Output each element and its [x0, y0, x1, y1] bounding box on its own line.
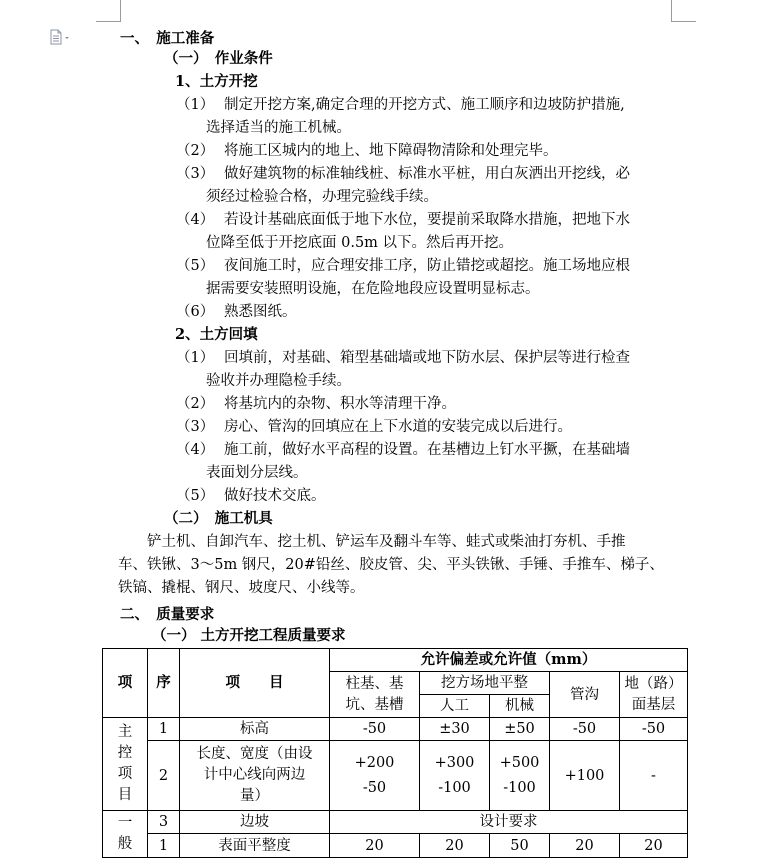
list-item: [176, 163, 630, 185]
crop-mark-right-vertical: [671, 0, 672, 22]
header-manual: 人工: [420, 695, 490, 718]
row-value: 50: [490, 834, 550, 858]
row-seq: 3: [148, 811, 180, 834]
row-value: 20: [620, 834, 688, 858]
list-item-text: 熟悉图纸。: [224, 304, 297, 320]
crop-mark-right-horizontal: [671, 21, 696, 22]
list-item: [176, 255, 630, 277]
list-item-number: （4）: [176, 212, 215, 228]
row-value: +200 -50: [330, 741, 420, 811]
row-value: +500 -100: [490, 741, 550, 811]
row-value: ±50: [490, 718, 550, 741]
header-ditch: 管沟: [550, 672, 620, 718]
header-item: 项: [103, 649, 148, 718]
list-item-text: 夜间施工时，应合理安排工序，防止错挖或超挖。施工场地应根: [224, 258, 630, 274]
list-item-number: （6）: [176, 304, 215, 320]
subsection-tools-heading: （二） 施工机具: [164, 510, 273, 527]
row-value: 20: [420, 834, 490, 858]
group-general: 一 般: [103, 811, 148, 858]
group-main-control: 主 控 项 目: [103, 718, 148, 811]
header-name: 项 目: [180, 649, 330, 718]
header-machine: 机械: [490, 695, 550, 718]
row-name: 边坡: [180, 811, 330, 834]
row-name: 长度、宽度（由设 计中心线向两边 量）: [180, 741, 330, 811]
header-road-base: 地（路） 面基层: [620, 672, 688, 718]
list-item-continuation: 验收并办理隐检手续。: [206, 373, 351, 389]
list-item-text: 房心、管沟的回填应在上下水道的安装完成以后进行。: [224, 419, 572, 435]
list-item-number: （5）: [176, 258, 215, 274]
row-value: -: [620, 741, 688, 811]
list-item-number: （1）: [176, 97, 215, 113]
row-value: +100: [550, 741, 620, 811]
table-row: [103, 811, 688, 834]
header-allowable-deviation: 允许偏差或允许值（mm）: [330, 649, 688, 672]
quality-requirements-table: [102, 648, 688, 858]
list-item-text: 将基坑内的杂物、积水等清理干净。: [224, 396, 456, 412]
section-1-heading: 一、 施工准备: [120, 30, 215, 47]
excavation-quality-heading: （一） 土方开挖工程质量要求: [152, 627, 346, 644]
list-item-number: （2）: [176, 143, 215, 159]
header-site-leveling: 挖方场地平整: [420, 672, 550, 695]
list-item-number: （3）: [176, 166, 215, 182]
list-item-number: （1）: [176, 350, 215, 366]
table-header-row: [103, 649, 688, 672]
header-seq: 序: [148, 649, 180, 718]
list-item-continuation: 须经过检验合格，办理完验线手续。: [206, 189, 438, 205]
list-item-text: 做好建筑物的标准轴线桩、标准水平桩，用白灰洒出开挖线，必: [224, 166, 630, 182]
list-item: [176, 347, 630, 369]
list-item-number: （5）: [176, 488, 215, 504]
tools-paragraph-line: 车、铁锹、3～5m 钢尺，20#铅丝、胶皮管、尖、平头铁锹、手锤、手推车、梯子、: [118, 557, 664, 573]
row-value: ±30: [420, 718, 490, 741]
list-item-text: 将施工区城内的地上、地下障碍物清除和处理完毕。: [224, 143, 558, 159]
crop-mark-left-horizontal: [96, 21, 121, 22]
list-item-continuation: 据需要安装照明设施，在危险地段应设置明显标志。: [206, 281, 540, 297]
list-item: [176, 94, 625, 116]
row-seq: 1: [148, 834, 180, 858]
list-item: [176, 416, 572, 438]
earthwork-excavation-heading: 1、土方开挖: [175, 73, 258, 90]
list-item: [176, 439, 630, 461]
document-options-icon[interactable]: [50, 29, 72, 45]
header-pit: 柱基、基 坑、基槽: [330, 672, 420, 718]
list-item: [176, 209, 630, 231]
list-item-text: 回填前，对基础、箱型基础墙或地下防水层、保护层等进行检查: [224, 350, 630, 366]
list-item-number: （2）: [176, 396, 215, 412]
row-value-merged: 设计要求: [330, 811, 688, 834]
tools-paragraph-line: 铲土机、自卸汽车、挖土机、铲运车及翻斗车等、蛙式或柴油打夯机、手推: [147, 534, 626, 550]
tools-paragraph-line: 铁镐、撬棍、钢尺、坡度尺、小线等。: [118, 580, 365, 596]
row-value: -50: [330, 718, 420, 741]
list-item-number: （3）: [176, 419, 215, 435]
list-item: [176, 393, 456, 415]
subsection-work-conditions-heading: （一） 作业条件: [164, 50, 273, 67]
row-name: 表面平整度: [180, 834, 330, 858]
list-item-text: 制定开挖方案,确定合理的开挖方式、施工顺序和边坡防护措施,: [224, 97, 625, 113]
list-item-continuation: 选择适当的施工机械。: [206, 120, 351, 136]
section-2-heading: 二、 质量要求: [120, 606, 215, 623]
list-item-continuation: 位降至低于开挖底面 0.5m 以下。然后再开挖。: [206, 235, 514, 251]
row-value: -50: [620, 718, 688, 741]
list-item-continuation: 表面划分层线。: [206, 465, 308, 481]
list-item-text: 若设计基础底面低于地下水位，要提前采取降水措施，把地下水: [224, 212, 630, 228]
row-value: 20: [330, 834, 420, 858]
row-name: 标高: [180, 718, 330, 741]
row-value: +300 -100: [420, 741, 490, 811]
row-value: -50: [550, 718, 620, 741]
list-item: [176, 485, 326, 507]
crop-mark-left-vertical: [120, 0, 121, 22]
list-item: [176, 301, 297, 323]
table-row: [103, 741, 688, 811]
row-seq: 1: [148, 718, 180, 741]
earthwork-backfill-heading: 2、土方回填: [175, 326, 258, 343]
list-item-text: 施工前，做好水平高程的设置。在基槽边上钉水平撅，在基础墙: [224, 442, 630, 458]
row-seq: 2: [148, 741, 180, 811]
table-row: [103, 718, 688, 741]
list-item: [176, 140, 558, 162]
list-item-text: 做好技术交底。: [224, 488, 326, 504]
row-value: 20: [550, 834, 620, 858]
list-item-number: （4）: [176, 442, 215, 458]
